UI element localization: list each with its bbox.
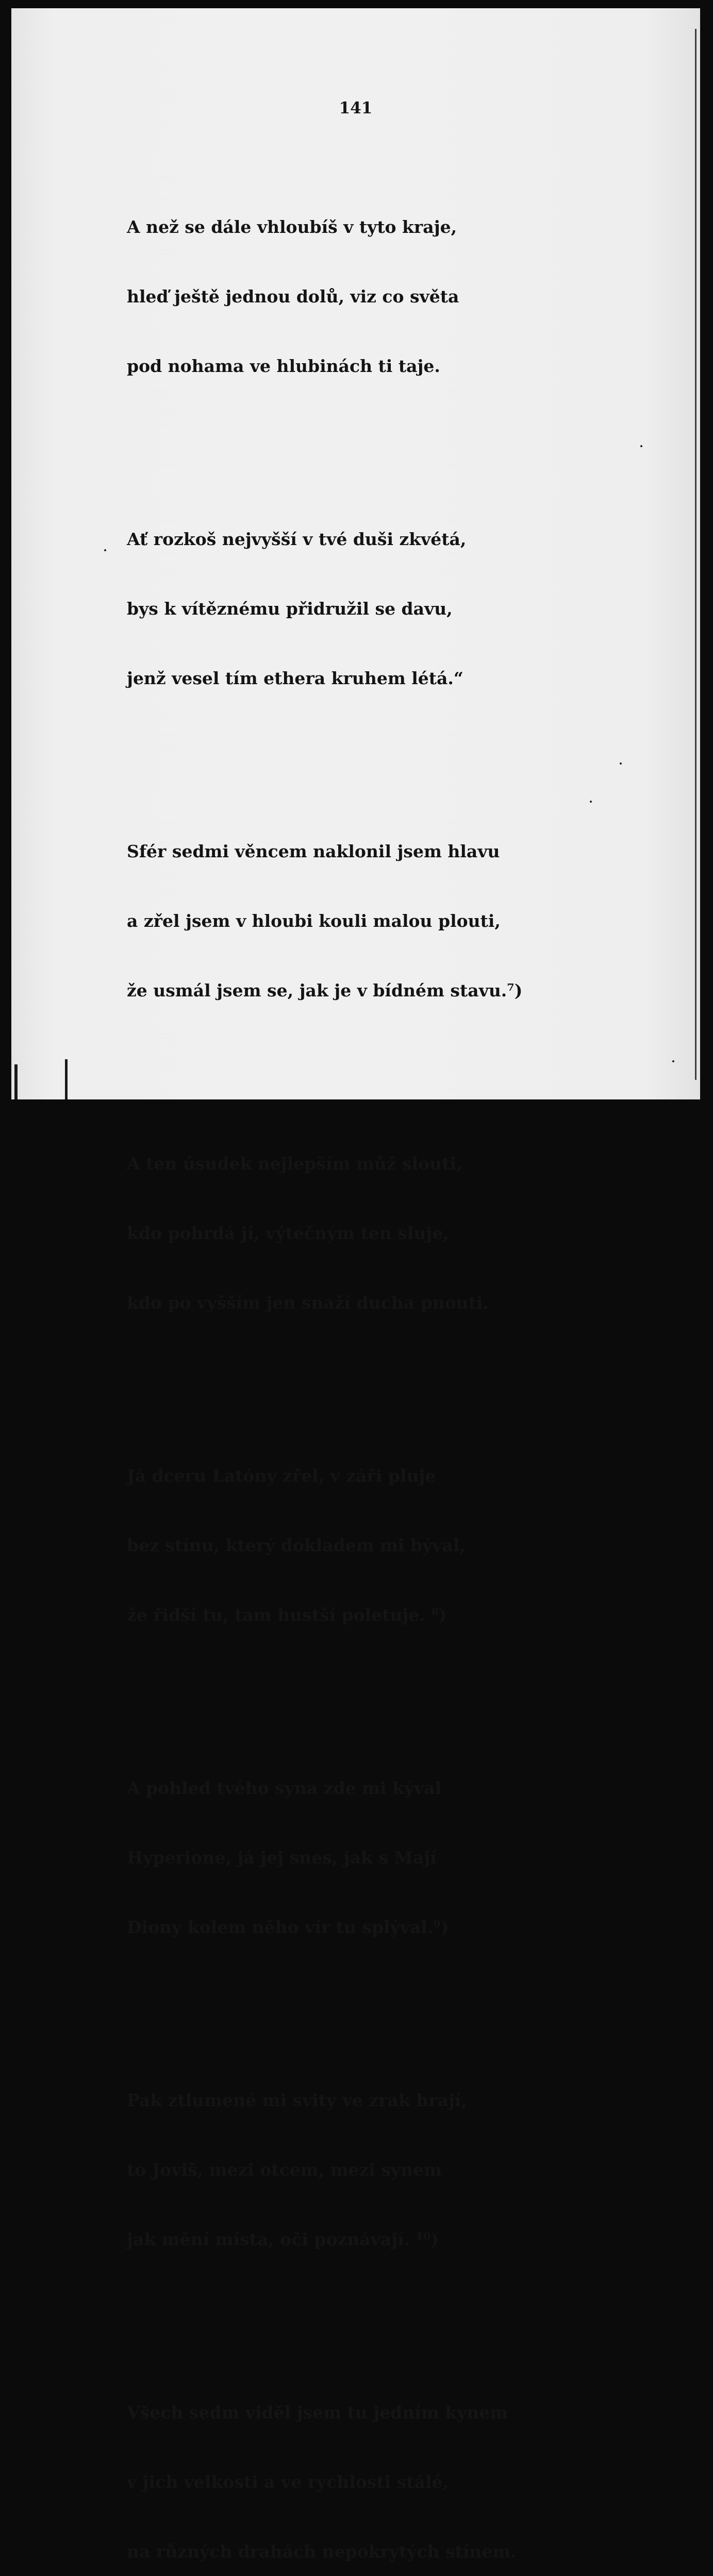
stanza (127, 481, 642, 736)
poem-body (127, 169, 642, 2576)
verse-line: Já dceru Latóny zřel, v záři pluje (127, 1466, 436, 1486)
stanza (127, 1730, 642, 1985)
verse-line: to Joviš, mezi otcem, mezi synem (127, 2160, 442, 2180)
verse-line: bez stínu, který dokladem mi býval, (127, 1535, 466, 1555)
verse-line: kdo po vyšším jen snaží ducha pnouti. (127, 1293, 489, 1313)
verse-line: hleď ještě jednou dolů, viz co světa (127, 286, 459, 307)
scan-edge-mark (65, 1059, 68, 1099)
verse-line: Hyperione, já jej snes, jak s Mají (127, 1848, 437, 1868)
scan-speck (104, 549, 106, 551)
verse-line: že usmál jsem se, jak je v bídném stavu.⁷) (127, 980, 523, 1001)
stanza (127, 2042, 642, 2297)
scan-speck (590, 801, 592, 803)
verse-line: a zřel jsem v hloubi kouli malou plouti, (127, 911, 501, 931)
verse-line: A ten úsudek nejlepším můž slouti, (127, 1154, 462, 1174)
verse-line: kdo pohrdá jí, výtečným ten sluje, (127, 1223, 449, 1243)
scan-edge-mark (14, 1064, 18, 1099)
verse-line: Sfér sedmi věncem naklonil jsem hlavu (127, 841, 500, 861)
verse-line: pod nohama ve hlubinách ti taje. (127, 356, 440, 376)
verse-line: jak mění místa, oči poznávají. ¹⁰) (127, 2229, 439, 2249)
verse-line: že řidší tu, tam hustší poletuje. ⁸) (127, 1605, 447, 1625)
stanza (127, 793, 642, 1048)
verse-line: jenž vesel tím ethera kruhem létá.“ (127, 668, 463, 688)
stanza (127, 169, 642, 424)
stanza (127, 2354, 642, 2576)
verse-line: A pohled tvého syna zde mi kýval (127, 1778, 442, 1798)
scan-speck (640, 445, 642, 447)
stanza (127, 1106, 642, 1361)
stanza (127, 1418, 642, 1673)
verse-line: v jich velkosti a ve rychlosti stálé, (127, 2472, 449, 2492)
verse-line: na různých drahách nepokrytých stínem. (127, 2541, 517, 2562)
verse-line: Všech sedm viděl jsem tu jedním kynem (127, 2402, 508, 2422)
scan-edge-mark (695, 29, 697, 1080)
page-number: 141 (339, 99, 373, 117)
verse-line: Diony kolem něho vír tu splýval.⁹) (127, 1917, 449, 1937)
scan-speck (672, 1060, 674, 1062)
book-page (11, 8, 700, 2562)
verse-line: bys k vítěznému přidružil se davu, (127, 599, 453, 619)
verse-line: Ať rozkoš nejvyšší v tvé duši zkvétá, (127, 529, 467, 549)
verse-line: A než se dále vhloubíš v tyto kraje, (127, 217, 457, 237)
scan-speck (620, 762, 622, 765)
verse-line: Pak ztlumené mi svity ve zrak hrají, (127, 2090, 467, 2110)
